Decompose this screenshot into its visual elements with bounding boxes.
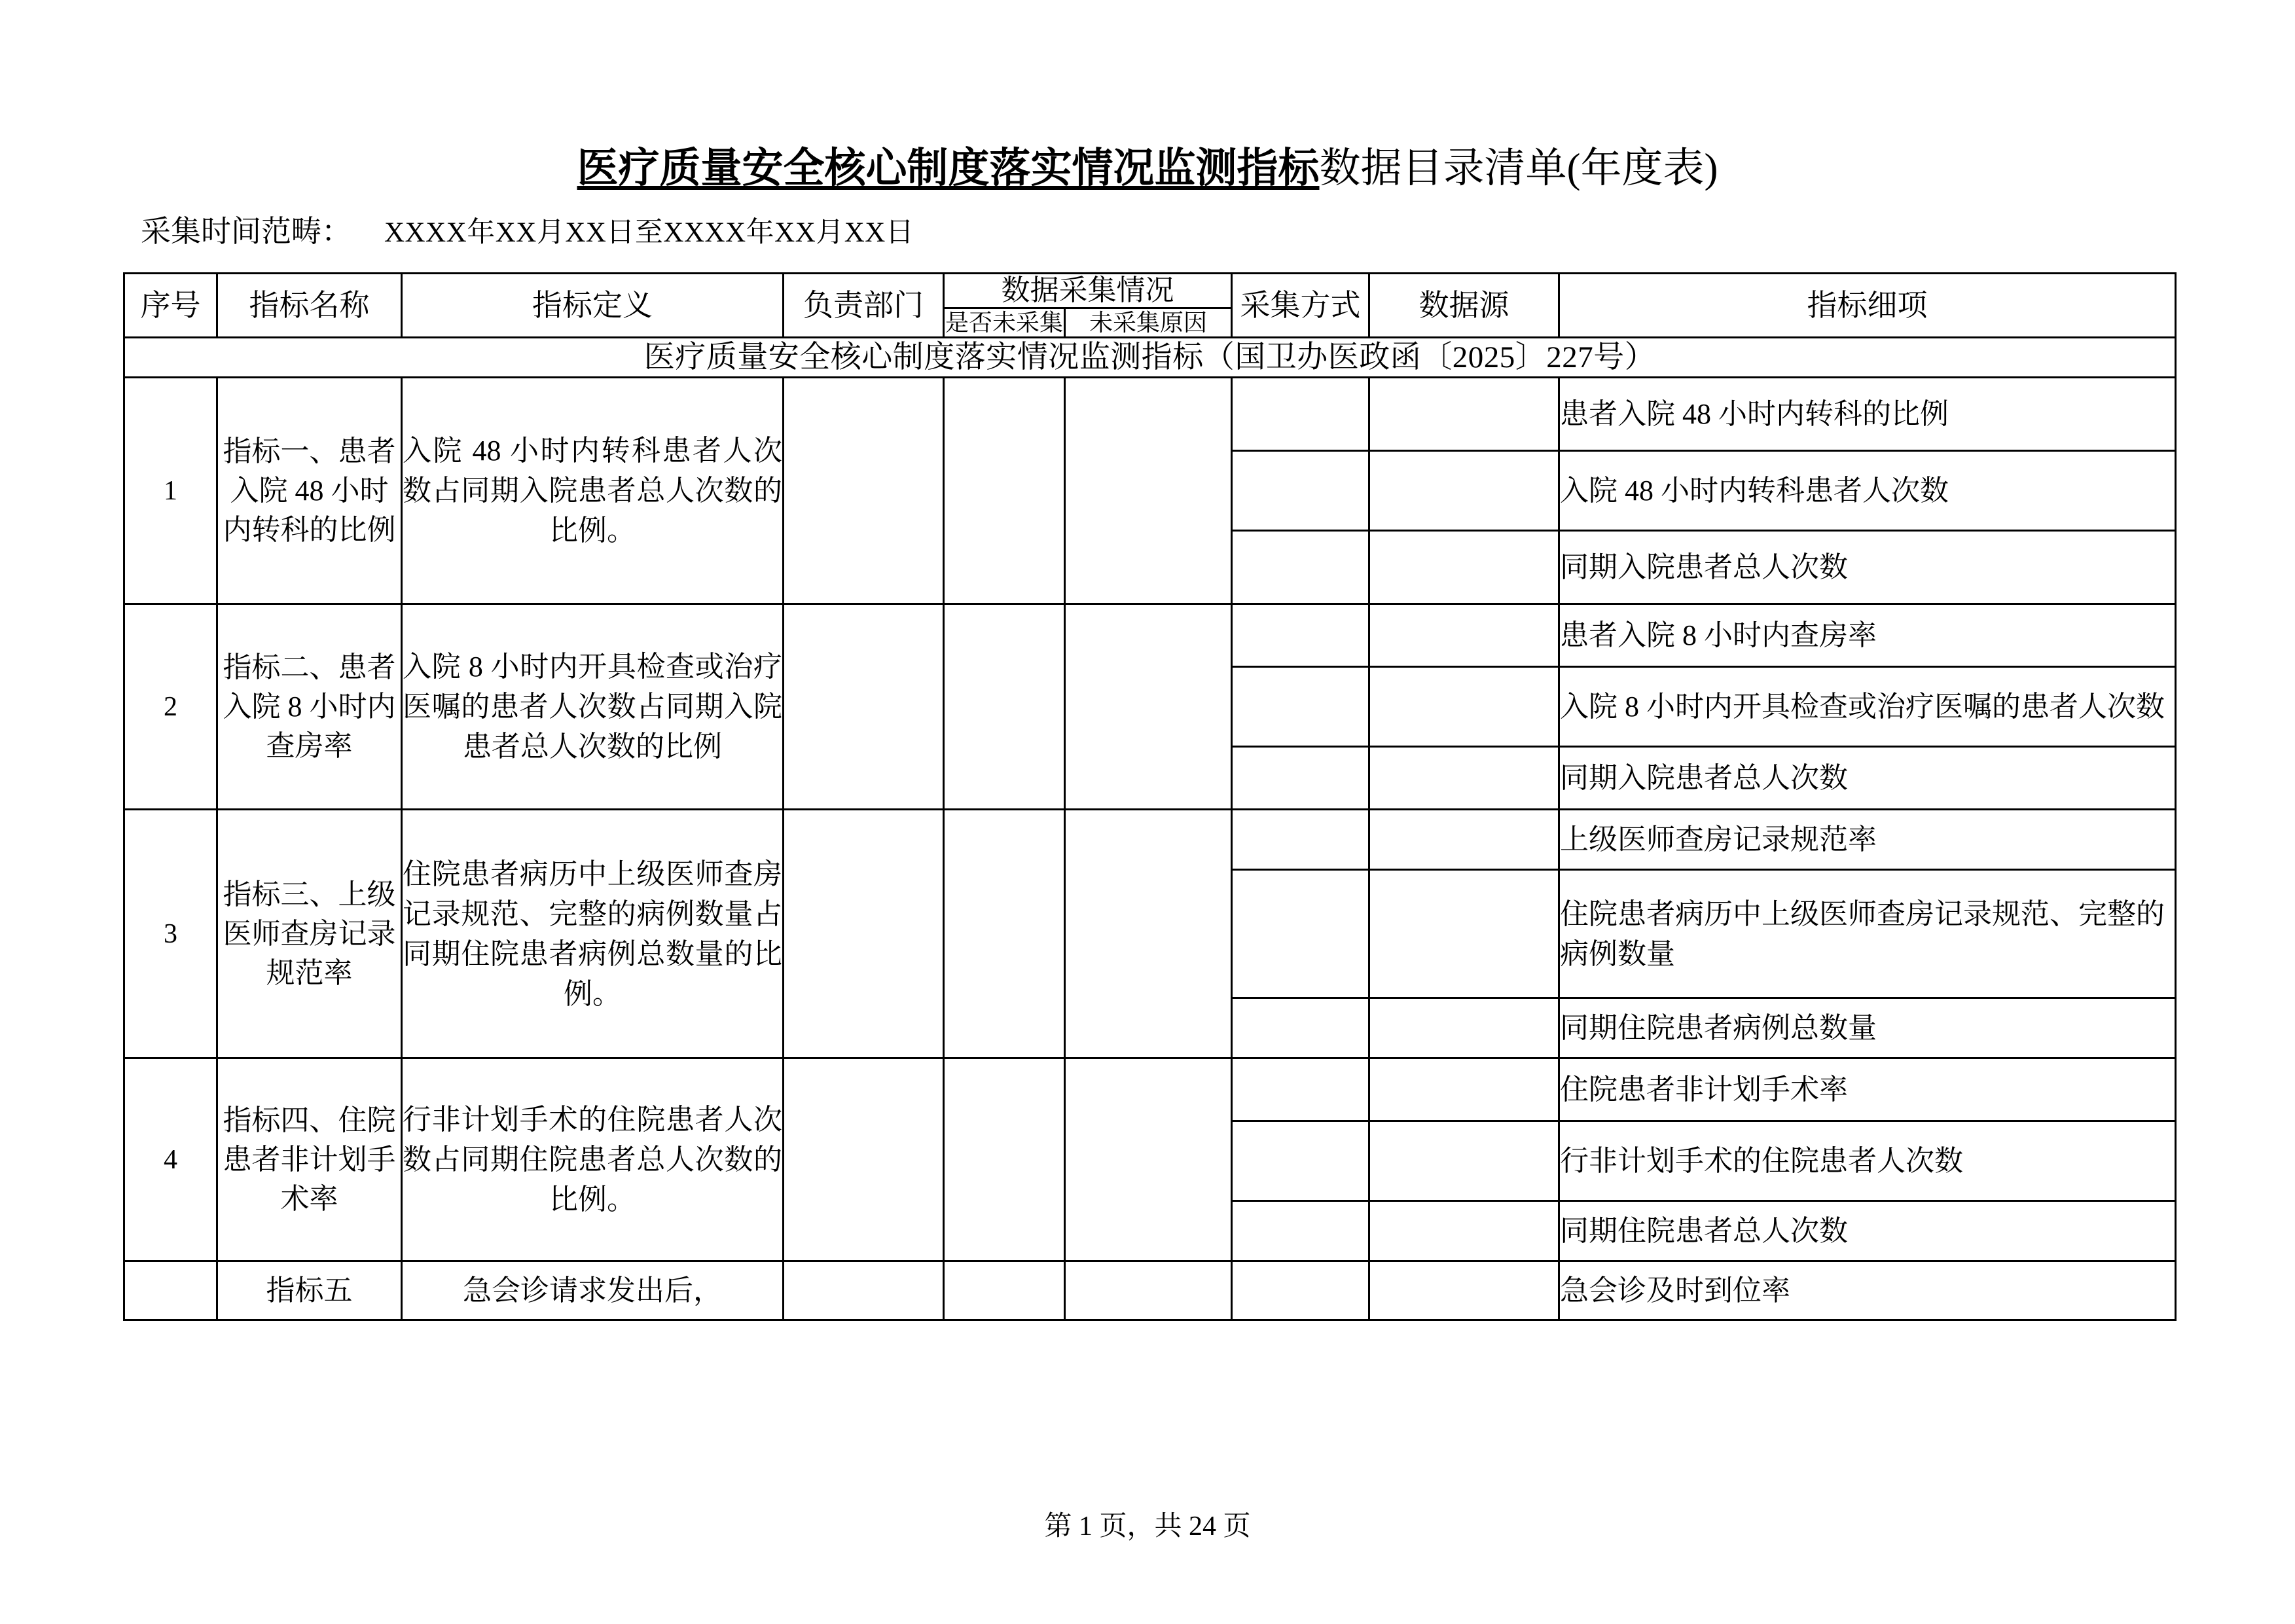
header-indicator-name: 指标名称	[217, 274, 402, 338]
cell-is-not-collected[interactable]	[944, 1058, 1065, 1261]
cell-responsible-dept[interactable]	[784, 378, 944, 604]
table-body	[124, 338, 2176, 1320]
header-not-collected-reason: 未采集原因	[1065, 308, 1232, 338]
cell-indicator-detail: 行非计划手术的住院患者人次数	[1559, 1121, 2176, 1201]
cell-indicator-name: 指标四、住院患者非计划手术率	[217, 1058, 402, 1261]
page-title-rest: 数据目录清单(年度表)	[1319, 145, 1718, 191]
cell-is-not-collected[interactable]	[944, 378, 1065, 604]
header-indicator-definition: 指标定义	[402, 274, 784, 338]
collection-range-label: 采集时间范畴：	[141, 215, 352, 248]
cell-collection-method[interactable]	[1232, 1121, 1369, 1201]
cell-seq: 4	[124, 1058, 217, 1261]
cell-indicator-detail: 入院 8 小时内开具检查或治疗医嘱的患者人次数	[1559, 667, 2176, 747]
header-data-source: 数据源	[1369, 274, 1559, 338]
cell-indicator-definition: 入院 48 小时内转科患者人次数占同期入院患者总人次数的比例。	[402, 378, 784, 604]
cell-indicator-definition: 急会诊请求发出后，	[402, 1261, 784, 1320]
cell-collection-method[interactable]	[1232, 451, 1369, 531]
cell-data-source[interactable]	[1369, 747, 1559, 810]
cell-responsible-dept[interactable]	[784, 604, 944, 810]
cell-collection-method[interactable]	[1232, 531, 1369, 604]
cell-indicator-name: 指标一、患者入院 48 小时内转科的比例	[217, 378, 402, 604]
cell-collection-method[interactable]	[1232, 870, 1369, 998]
cell-collection-method[interactable]	[1232, 1058, 1369, 1121]
cell-collection-method[interactable]	[1232, 667, 1369, 747]
cell-indicator-detail: 患者入院 48 小时内转科的比例	[1559, 378, 2176, 451]
cell-not-collected-reason[interactable]	[1065, 1058, 1232, 1261]
cell-indicator-detail: 入院 48 小时内转科患者人次数	[1559, 451, 2176, 531]
collection-range	[141, 213, 914, 252]
cell-is-not-collected[interactable]	[944, 1261, 1065, 1320]
cell-indicator-detail: 同期住院患者病例总数量	[1559, 998, 2176, 1058]
cell-data-source[interactable]	[1369, 998, 1559, 1058]
cell-data-source[interactable]	[1369, 1261, 1559, 1320]
cell-data-source[interactable]	[1369, 604, 1559, 667]
cell-indicator-definition: 行非计划手术的住院患者人次数占同期住院患者总人次数的比例。	[402, 1058, 784, 1261]
section-title: 医疗质量安全核心制度落实情况监测指标（国卫办医政函〔2025〕227号）	[124, 338, 2176, 378]
cell-indicator-definition: 入院 8 小时内开具检查或治疗医嘱的患者人次数占同期入院患者总人次数的比例	[402, 604, 784, 810]
cell-data-source[interactable]	[1369, 378, 1559, 451]
header-collection-status-group: 数据采集情况	[944, 274, 1232, 308]
cell-seq: 3	[124, 810, 217, 1058]
header-collection-method: 采集方式	[1232, 274, 1369, 338]
cell-indicator-detail: 急会诊及时到位率	[1559, 1261, 2176, 1320]
page-title-emphasis: 医疗质量安全核心制度落实情况监测指标	[577, 145, 1320, 191]
table-row	[124, 1261, 2176, 1320]
cell-collection-method[interactable]	[1232, 747, 1369, 810]
cell-indicator-detail: 住院患者非计划手术率	[1559, 1058, 2176, 1121]
page-footer: 第 1 页，共 24 页	[1044, 1511, 1251, 1542]
cell-data-source[interactable]	[1369, 1058, 1559, 1121]
cell-indicator-detail: 同期入院患者总人次数	[1559, 747, 2176, 810]
table-row	[124, 1058, 2176, 1121]
cell-indicator-detail: 上级医师查房记录规范率	[1559, 810, 2176, 870]
cell-is-not-collected[interactable]	[944, 604, 1065, 810]
table-header	[124, 274, 2176, 338]
table-row	[124, 604, 2176, 667]
header-seq: 序号	[124, 274, 217, 338]
cell-not-collected-reason[interactable]	[1065, 604, 1232, 810]
cell-indicator-name: 指标三、上级医师查房记录规范率	[217, 810, 402, 1058]
cell-data-source[interactable]	[1369, 531, 1559, 604]
header-responsible-dept: 负责部门	[784, 274, 944, 338]
cell-collection-method[interactable]	[1232, 998, 1369, 1058]
table-row	[124, 810, 2176, 870]
header-is-not-collected: 是否未采集	[944, 308, 1065, 338]
cell-not-collected-reason[interactable]	[1065, 810, 1232, 1058]
cell-indicator-definition: 住院患者病历中上级医师查房记录规范、完整的病例数量占同期住院患者病例总数量的比例。	[402, 810, 784, 1058]
cell-responsible-dept[interactable]	[784, 1261, 944, 1320]
section-banner-row	[124, 338, 2176, 378]
collection-range-value: XXXX年XX月XX日至XXXX年XX月XX日	[384, 217, 914, 248]
cell-seq: 1	[124, 378, 217, 604]
cell-indicator-detail: 同期住院患者总人次数	[1559, 1201, 2176, 1261]
cell-data-source[interactable]	[1369, 810, 1559, 870]
cell-indicator-detail: 患者入院 8 小时内查房率	[1559, 604, 2176, 667]
cell-seq	[124, 1261, 217, 1320]
cell-data-source[interactable]	[1369, 667, 1559, 747]
cell-indicator-name: 指标五	[217, 1261, 402, 1320]
cell-collection-method[interactable]	[1232, 1261, 1369, 1320]
cell-not-collected-reason[interactable]	[1065, 378, 1232, 604]
cell-collection-method[interactable]	[1232, 810, 1369, 870]
cell-collection-method[interactable]	[1232, 1201, 1369, 1261]
cell-indicator-name: 指标二、患者入院 8 小时内查房率	[217, 604, 402, 810]
indicator-catalog-table	[123, 272, 2177, 1321]
cell-data-source[interactable]	[1369, 1121, 1559, 1201]
cell-indicator-detail: 住院患者病历中上级医师查房记录规范、完整的病例数量	[1559, 870, 2176, 998]
header-indicator-detail: 指标细项	[1559, 274, 2176, 338]
cell-indicator-detail: 同期入院患者总人次数	[1559, 531, 2176, 604]
cell-data-source[interactable]	[1369, 1201, 1559, 1261]
cell-data-source[interactable]	[1369, 870, 1559, 998]
cell-responsible-dept[interactable]	[784, 810, 944, 1058]
cell-collection-method[interactable]	[1232, 378, 1369, 451]
cell-responsible-dept[interactable]	[784, 1058, 944, 1261]
table-header-row	[124, 274, 2176, 308]
cell-seq: 2	[124, 604, 217, 810]
cell-data-source[interactable]	[1369, 451, 1559, 531]
cell-collection-method[interactable]	[1232, 604, 1369, 667]
page-title	[0, 143, 2295, 194]
cell-is-not-collected[interactable]	[944, 810, 1065, 1058]
cell-not-collected-reason[interactable]	[1065, 1261, 1232, 1320]
table-row	[124, 378, 2176, 451]
